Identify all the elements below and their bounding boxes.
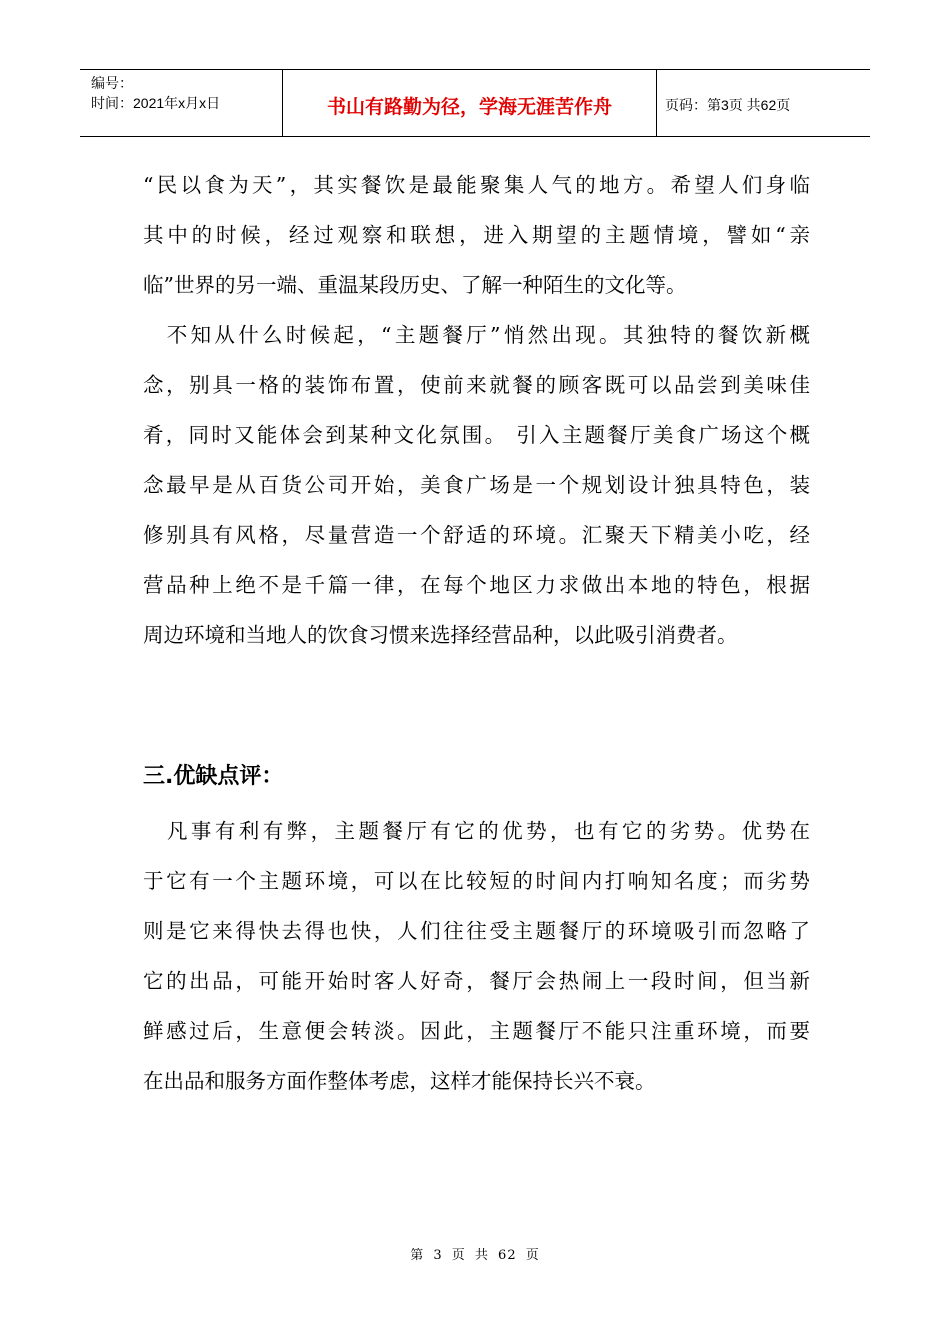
number-label: 编号：: [91, 75, 133, 91]
text-line: 它的出品，可能开始时客人好奇，餐厅会热闹上一段时间，但当新: [143, 969, 810, 993]
page-header: [80, 69, 870, 137]
text-line: 周边环境和当地人的饮食习惯来选择经营品种，以此吸引消费者。: [143, 623, 738, 647]
text-line: 修别具有风格，尽量营造一个舒适的环境。汇聚天下精美小吃，经: [143, 523, 810, 547]
text-line: 在出品和服务方面作整体考虑，这样才能保持长兴不衰。: [143, 1069, 656, 1093]
page-footer: 第 3 页 共 62 页: [410, 1248, 540, 1263]
text-line: 鲜感过后，生意便会转淡。因此，主题餐厅不能只注重环境，而要: [143, 1019, 810, 1043]
text-line: 则是它来得快去得也快，人们往往受主题餐厅的环境吸引而忽略了: [143, 919, 810, 943]
text-line: 临”世界的另一端、重温某段历史、了解一种陌生的文化等。: [143, 273, 687, 297]
text-line: 不知从什么时候起，“主题餐厅”悄然出现。其独特的餐饮新概: [143, 323, 810, 347]
header-motto: 书山有路勤为径，学海无涯苦作舟: [283, 70, 657, 136]
text-line: 于它有一个主题环境，可以在比较短的时间内打响知名度；而劣势: [143, 869, 810, 893]
text-line: 肴，同时又能体会到某种文化氛围。 引入主题餐厅美食广场这个概: [143, 423, 810, 447]
paragraph-2: [143, 310, 810, 660]
header-meta: [80, 70, 283, 136]
text-line: 其中的时候，经过观察和联想，进入期望的主题情境，譬如“亲: [143, 223, 810, 247]
paragraph-3: [143, 806, 810, 1106]
text-line: “民以食为天”，其实餐饮是最能聚集人气的地方。希望人们身临: [143, 173, 810, 197]
text-line: 凡事有利有弊，主题餐厅有它的优势，也有它的劣势。优势在: [143, 819, 810, 843]
header-page-info: 页码：第3页 共62页: [665, 97, 791, 113]
time-label: 时间：2021年x月x日: [91, 95, 221, 111]
text-line: 念，别具一格的装饰布置，使前来就餐的顾客既可以品尝到美味佳: [143, 373, 810, 397]
text-line: 营品种上绝不是千篇一律，在每个地区力求做出本地的特色，根据: [143, 573, 810, 597]
paragraph-1: [143, 160, 810, 310]
text-line: 念最早是从百货公司开始，美食广场是一个规划设计独具特色，装: [143, 473, 810, 497]
section-heading: 三.优缺点评：: [143, 764, 284, 789]
